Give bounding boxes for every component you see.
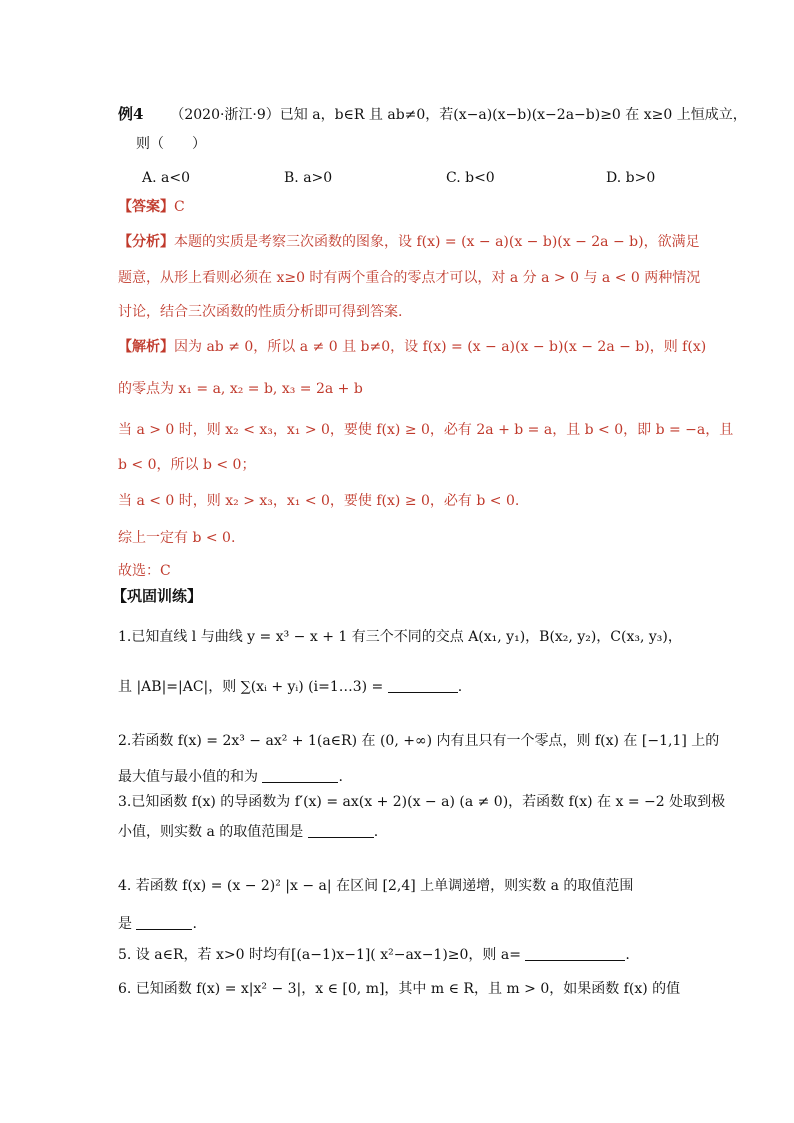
q2-line-1: 2.若函数 f(x) = 2x³ − ax² + 1(a∈R) 在 (0, +∞) 内有且只有一个零点，则 f(x) 在 [−1,1] 上的	[118, 733, 720, 749]
solution-line-1	[118, 337, 706, 357]
q5-line: 5. 设 a∈R，若 x>0 时均有[(a−1)x−1]( x²−ax−1)≥0，则 a= .	[118, 947, 630, 963]
solution-label: 【解析】	[118, 339, 174, 355]
solution-line-6: 综上一定有 b < 0.	[118, 530, 236, 546]
analysis-label: 【分析】	[118, 234, 174, 250]
q1-answer-blank[interactable]	[388, 678, 458, 693]
example-stem: 已知 a，b∈R 且 ab≠0，若(x−a)(x−b)(x−2a−b)≥0 在 x≥0 上恒成立，	[279, 107, 747, 123]
answer-label: 【答案】	[118, 199, 174, 215]
example-stem-line	[118, 104, 747, 125]
analysis-text-1: 本题的实质是考察三次函数的图象，设 f(x) = (x − a)(x − b)(x − 2a − b)，欲满足	[174, 234, 700, 250]
q6-line: 6. 已知函数 f(x) = x|x² − 3|，x ∈ [0, m]，其中 m ∈ R，且 m > 0，如果函数 f(x) 的值	[118, 981, 681, 997]
solution-text-1: 因为 ab ≠ 0，所以 a ≠ 0 且 b≠0，设 f(x) = (x − a)(x − b)(x − 2a − b)，则 f(x)	[174, 339, 707, 355]
q2-answer-blank[interactable]	[262, 768, 338, 783]
example-label: 例4	[118, 105, 144, 123]
solution-line-2: 的零点为 x₁ = a, x₂ = b, x₃ = 2a + b	[118, 381, 363, 397]
practice-heading: 【巩固训练】	[112, 587, 203, 605]
q4-line-1: 4. 若函数 f(x) = (x − 2)² |x − a| 在区间 [2,4] 上单调递增，则实数 a 的取值范围	[118, 878, 634, 894]
example-source: （2020·浙江·9）	[170, 107, 280, 123]
q2-line-2: 最大值与最小值的和为 .	[118, 769, 343, 785]
q4-text-2: 是	[118, 916, 132, 932]
answer-line	[118, 197, 185, 217]
option-c: C. b<0	[446, 170, 495, 186]
solution-line-4: b < 0，所以 b < 0；	[118, 457, 256, 473]
q3-line-1: 3.已知函数 f(x) 的导函数为 f′(x) = ax(x + 2)(x − a) (a ≠ 0)，若函数 f(x) 在 x = −2 处取到极	[118, 794, 726, 810]
analysis-line-1	[118, 232, 700, 252]
option-b: B. a>0	[284, 170, 333, 186]
q1-text-2: 且 |AB|=|AC|，则 ∑(xᵢ + yᵢ) (i=1…3) =	[118, 679, 384, 695]
example-stem2: 则（ ）	[136, 136, 206, 152]
analysis-line-2: 题意，从形上看则必须在 x≥0 时有两个重合的零点才可以，对 a 分 a > 0 与 a < 0 两种情况	[118, 270, 701, 286]
q1-line-2: 且 |AB|=|AC|，则 ∑(xᵢ + yᵢ) (i=1…3) = .	[118, 679, 463, 695]
solution-line-5: 当 a < 0 时，则 x₂ > x₃，x₁ < 0，要使 f(x) ≥ 0，必有 b < 0.	[118, 493, 520, 509]
solution-line-7: 故选：C	[118, 563, 171, 579]
answer-value: C	[174, 199, 185, 215]
q3-answer-blank[interactable]	[308, 823, 374, 838]
q5-text: 5. 设 a∈R，若 x>0 时均有[(a−1)x−1]( x²−ax−1)≥0，则 a=	[118, 947, 521, 963]
option-d: D. b>0	[606, 170, 656, 186]
q4-answer-blank[interactable]	[136, 915, 192, 930]
option-a: A. a<0	[142, 170, 190, 186]
analysis-line-3: 讨论，结合三次函数的性质分析即可得到答案.	[118, 304, 403, 320]
q2-text-2: 最大值与最小值的和为	[118, 769, 258, 785]
q5-answer-blank[interactable]	[525, 946, 625, 961]
q1-line-1: 1.已知直线 l 与曲线 y = x³ − x + 1 有三个不同的交点 A(x₁, y₁)，B(x₂, y₂)，C(x₃, y₃)，	[118, 629, 682, 645]
q4-line-2: 是 .	[118, 916, 197, 932]
q3-text-2: 小值，则实数 a 的取值范围是	[118, 824, 304, 840]
q3-line-2: 小值，则实数 a 的取值范围是 .	[118, 824, 379, 840]
solution-line-3: 当 a > 0 时，则 x₂ < x₃，x₁ > 0，要使 f(x) ≥ 0，必有 2a + b = a，且 b < 0，即 b = −a，且	[118, 422, 734, 438]
